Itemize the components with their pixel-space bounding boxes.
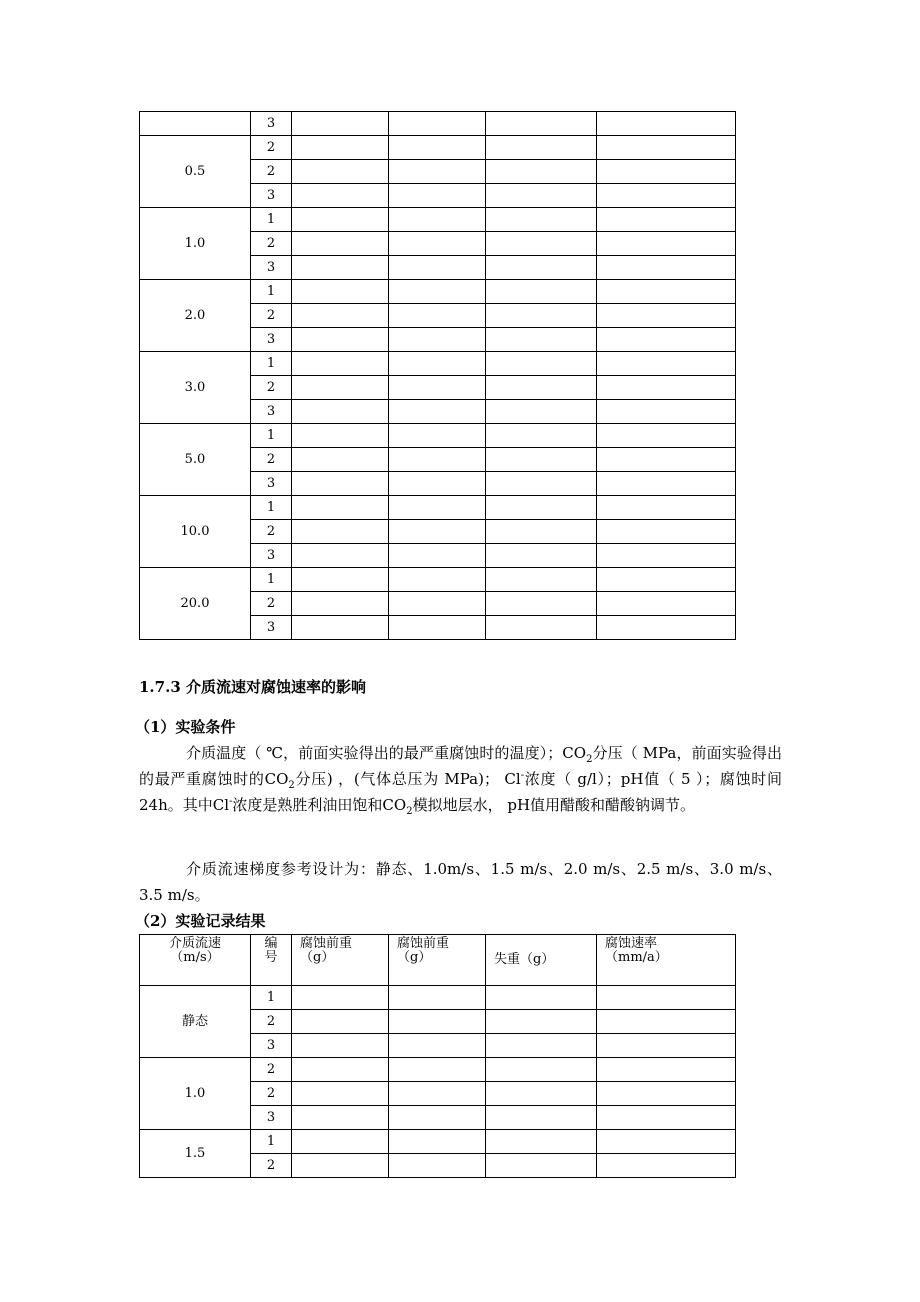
empty-cell [597,520,736,544]
header-number [251,935,292,986]
empty-cell [292,986,389,1010]
empty-cell [389,1154,486,1178]
sample-number-cell: 1 [251,568,292,592]
section-heading: 1.7.3 介质流速对腐蚀速率的影响 [139,678,366,696]
empty-cell [597,1082,736,1106]
empty-cell [597,1010,736,1034]
empty-cell [597,400,736,424]
empty-cell [389,1082,486,1106]
table-row [140,1130,736,1154]
sample-number-cell: 1 [251,424,292,448]
empty-cell [597,376,736,400]
sample-number-cell: 2 [251,136,292,160]
sample-number-cell: 2 [251,1154,292,1178]
header-number-line2: 号 [264,950,278,965]
empty-cell [597,280,736,304]
para1-text-3: 分压) ，(气体总压为 MPa)； Cl [294,770,521,788]
empty-cell [292,568,389,592]
group-value-cell: 1.5 [140,1130,251,1178]
header-weight-before-1-line1: 腐蚀前重 [300,936,353,951]
empty-cell [486,208,597,232]
empty-cell [486,1130,597,1154]
empty-cell [292,112,389,136]
empty-cell [597,1106,736,1130]
empty-cell [292,184,389,208]
sample-number-cell: 3 [251,544,292,568]
empty-cell [486,616,597,640]
empty-cell [597,616,736,640]
header-weight-before-1-line2: （g） [300,950,335,965]
sample-number-cell: 3 [251,1034,292,1058]
header-weight-loss [486,935,597,986]
top-table-body [140,112,736,640]
empty-cell [389,208,486,232]
empty-cell [597,232,736,256]
empty-cell [597,136,736,160]
header-weight-before-2-line2: （g） [397,950,432,965]
sample-number-cell: 1 [251,496,292,520]
table-row [140,280,736,304]
sample-number-cell: 2 [251,448,292,472]
empty-cell [292,1058,389,1082]
sample-number-cell: 2 [251,232,292,256]
header-corrosion-rate-line2: （mm/a） [605,950,668,965]
empty-cell [389,424,486,448]
sample-number-cell: 2 [251,1082,292,1106]
empty-cell [486,1058,597,1082]
table-row [140,1058,736,1082]
empty-cell [486,472,597,496]
empty-cell [389,328,486,352]
sample-number-cell: 3 [251,328,292,352]
empty-cell [292,232,389,256]
empty-cell [389,1010,486,1034]
empty-cell [486,352,597,376]
empty-cell [292,520,389,544]
table-row [140,208,736,232]
empty-cell [389,232,486,256]
empty-cell [597,208,736,232]
empty-cell [292,1154,389,1178]
empty-cell [389,472,486,496]
empty-cell [597,1154,736,1178]
empty-cell [292,136,389,160]
sample-number-cell: 2 [251,592,292,616]
empty-cell [292,352,389,376]
empty-cell [292,400,389,424]
empty-cell [486,592,597,616]
empty-cell [292,544,389,568]
group-value-cell: 20.0 [140,568,251,640]
empty-cell [292,280,389,304]
empty-cell [292,616,389,640]
empty-cell [389,616,486,640]
empty-cell [597,256,736,280]
empty-cell [389,280,486,304]
empty-cell [292,256,389,280]
bottom-table-body [140,986,736,1178]
sample-number-cell: 1 [251,352,292,376]
empty-cell [292,1082,389,1106]
empty-cell [486,160,597,184]
empty-cell [389,544,486,568]
table-row [140,986,736,1010]
header-flow-speed [140,935,251,986]
sample-number-cell: 1 [251,280,292,304]
empty-cell [486,280,597,304]
empty-cell [292,160,389,184]
empty-cell [597,544,736,568]
sample-number-cell: 3 [251,400,292,424]
empty-cell [292,424,389,448]
para1-text-6: 模拟地层水， pH值用醋酸和醋酸钠调节。 [412,796,696,814]
empty-cell [597,304,736,328]
empty-cell [597,184,736,208]
empty-cell [389,136,486,160]
empty-cell [597,1130,736,1154]
empty-cell [486,400,597,424]
empty-cell [486,328,597,352]
empty-cell [486,184,597,208]
header-corrosion-rate-line1: 腐蚀速率 [605,936,658,951]
empty-cell [389,448,486,472]
header-weight-before-2 [389,935,486,986]
group-value-cell: 1.0 [140,208,251,280]
empty-cell [486,232,597,256]
empty-cell [486,1034,597,1058]
empty-cell [292,592,389,616]
empty-cell [486,1082,597,1106]
sample-number-cell: 3 [251,1106,292,1130]
empty-cell [597,986,736,1010]
empty-cell [486,1106,597,1130]
empty-cell [389,376,486,400]
empty-cell [389,1130,486,1154]
sample-number-cell: 3 [251,616,292,640]
para1-text-2: 分压（ MPa，前面实验得出的最严重腐蚀时的CO [139,744,782,788]
empty-cell [486,496,597,520]
empty-cell [597,496,736,520]
group-value-cell: 2.0 [140,280,251,352]
empty-cell [389,568,486,592]
sample-number-cell: 1 [251,1130,292,1154]
experiment-results-heading: （2）实验记录结果 [135,912,266,930]
empty-cell [486,1154,597,1178]
para1-sub-2a: 2 [586,754,593,765]
header-corrosion-rate [597,935,736,986]
empty-cell [292,1034,389,1058]
empty-cell [486,544,597,568]
table-row [140,352,736,376]
empty-cell [389,160,486,184]
sample-number-cell: 2 [251,376,292,400]
empty-cell [597,568,736,592]
sample-number-cell: 3 [251,472,292,496]
para1-text-4: 浓度（ g/l）；pH值（ 5 ）；腐蚀时间24h。其中Cl [139,770,782,814]
table-header-row [140,935,736,986]
empty-cell [486,112,597,136]
empty-cell [389,496,486,520]
table-row [140,136,736,160]
header-weight-before-2-line1: 腐蚀前重 [397,936,450,951]
empty-cell [486,136,597,160]
empty-cell [597,328,736,352]
header-weight-before-1 [292,935,389,986]
sample-number-cell: 1 [251,986,292,1010]
para1-sup-a: - [520,770,525,781]
empty-cell [597,160,736,184]
empty-cell [486,1010,597,1034]
sample-number-cell: 1 [251,208,292,232]
top-data-table [139,111,736,640]
empty-cell [486,568,597,592]
empty-cell [292,472,389,496]
sample-number-cell: 2 [251,304,292,328]
sample-number-cell: 3 [251,112,292,136]
flow-gradient-paragraph: 介质流速梯度参考设计为：静态、1.0m/s、1.5 m/s、2.0 m/s、2.5 m/s、3.0 m/s、3.5 m/s。 [139,860,782,904]
para1-text-1: 介质温度（ ℃，前面实验得出的最严重腐蚀时的温度）；CO [186,744,587,762]
sample-number-cell: 2 [251,520,292,544]
empty-cell [597,352,736,376]
group-value-cell: 静态 [140,986,251,1058]
table-row [140,424,736,448]
experiment-conditions-heading: （1）实验条件 [135,718,236,736]
header-weight-loss-text: 失重（g） [494,952,555,967]
empty-cell [486,448,597,472]
empty-cell [486,424,597,448]
experiment-conditions-paragraph [139,740,782,818]
sample-number-cell: 3 [251,184,292,208]
empty-cell [597,448,736,472]
empty-cell [292,1106,389,1130]
empty-cell [292,496,389,520]
group-value-cell: 10.0 [140,496,251,568]
empty-cell [486,376,597,400]
table-row [140,496,736,520]
group-value-cell: 5.0 [140,424,251,496]
para1-text-5: 浓度是熟胜利油田饱和CO [232,796,407,814]
empty-cell [389,520,486,544]
empty-cell [292,1010,389,1034]
empty-cell [389,986,486,1010]
empty-cell [597,592,736,616]
empty-cell [292,208,389,232]
empty-cell [389,1034,486,1058]
empty-cell [389,112,486,136]
group-value-cell [140,112,251,136]
sample-number-cell: 2 [251,160,292,184]
empty-cell [389,184,486,208]
para1-sub-2b: 2 [288,780,295,791]
empty-cell [486,304,597,328]
empty-cell [597,472,736,496]
empty-cell [292,328,389,352]
header-flow-speed-line2: （m/s） [170,950,220,965]
para1-sup-b: - [229,796,233,807]
empty-cell [389,352,486,376]
empty-cell [292,376,389,400]
empty-cell [389,304,486,328]
header-flow-speed-line1: 介质流速 [168,936,221,951]
empty-cell [389,1058,486,1082]
empty-cell [389,1106,486,1130]
empty-cell [292,304,389,328]
empty-cell [389,400,486,424]
empty-cell [292,448,389,472]
table-row [140,112,736,136]
empty-cell [597,112,736,136]
table-row [140,568,736,592]
empty-cell [597,1058,736,1082]
empty-cell [486,256,597,280]
sample-number-cell: 3 [251,256,292,280]
bottom-data-table [139,934,736,1178]
group-value-cell: 1.0 [140,1058,251,1130]
empty-cell [486,986,597,1010]
empty-cell [486,520,597,544]
header-number-line1: 编 [264,936,278,951]
sample-number-cell: 2 [251,1010,292,1034]
empty-cell [292,1130,389,1154]
empty-cell [389,592,486,616]
empty-cell [597,1034,736,1058]
empty-cell [597,424,736,448]
group-value-cell: 0.5 [140,136,251,208]
group-value-cell: 3.0 [140,352,251,424]
sample-number-cell: 2 [251,1058,292,1082]
empty-cell [389,256,486,280]
para1-sub-2c: 2 [406,806,413,817]
